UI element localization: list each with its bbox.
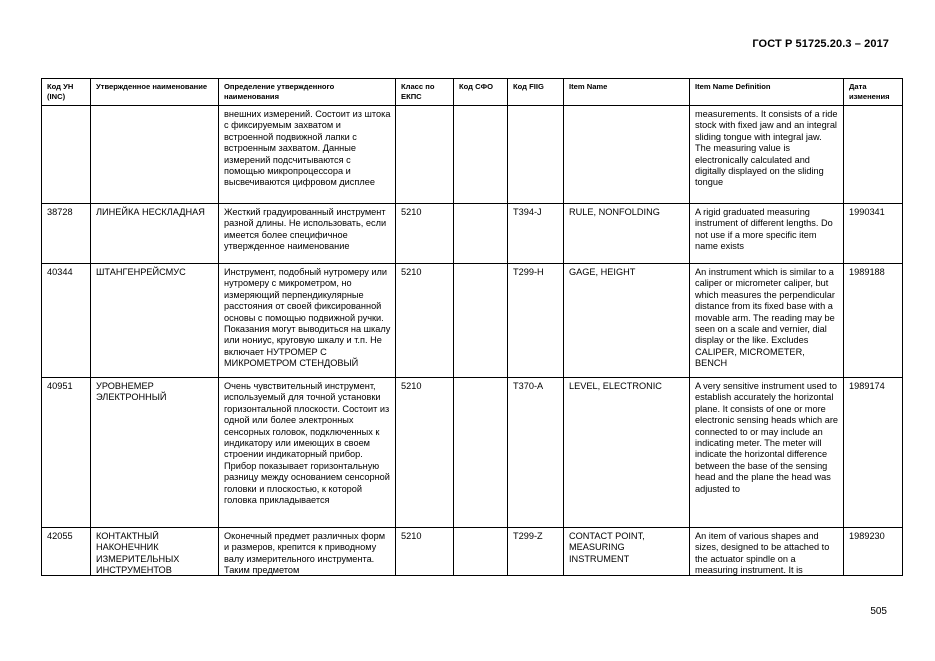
cell-name-ru bbox=[91, 106, 219, 204]
column-header-sfo: Код СФО bbox=[454, 79, 508, 106]
cell-text: 1989230 bbox=[849, 531, 885, 541]
cell-fiig bbox=[508, 528, 564, 576]
cell-ekps: 5210 bbox=[396, 204, 454, 264]
cell-fiig: T370-A bbox=[508, 378, 564, 528]
cell-sfo bbox=[454, 378, 508, 528]
table-row bbox=[42, 106, 903, 204]
catalog-table bbox=[41, 78, 903, 576]
cell-text: An item of various shapes and sizes, designed to be attached to the actuator spindle on a measuring instrument. It is bbox=[695, 531, 830, 575]
cell-date: 1990341 bbox=[844, 204, 903, 264]
cell-sfo bbox=[454, 528, 508, 576]
table-header-row bbox=[42, 79, 903, 106]
table-row bbox=[42, 264, 903, 378]
cell-ekps: 5210 bbox=[396, 264, 454, 378]
cell-definition-ru: Очень чувствительный инструмент, используемый для точной установки горизонтальной плоскости. Состоит из одной или более электронных сенсорных головок, подключенных к индикатору или имеющих в своем строении индикаторный прибор. Прибор показывает горизонтальную разницу между основанием сенсорной головки и плоскостью, к которой головка прикладывается bbox=[219, 378, 396, 528]
cell-definition-ru bbox=[219, 528, 396, 576]
cell-sfo bbox=[454, 106, 508, 204]
cell-definition-en: A very sensitive instrument used to establish accurately the horizontal plane. It consists of one or more electronic sensing heads which are connected to or may include an indicating meter. The meter will indicate the horizontal difference between the base of the sensing head and the plane the head was adjusted to bbox=[690, 378, 844, 528]
cell-item-name: LEVEL, ELECTRONIC bbox=[564, 378, 690, 528]
column-header-fiig: Код FIIG bbox=[508, 79, 564, 106]
cell-sfo bbox=[454, 204, 508, 264]
cell-inc bbox=[42, 528, 91, 576]
column-header-item-name: Item Name bbox=[564, 79, 690, 106]
column-header-ekps: Класс по ЕКПС bbox=[396, 79, 454, 106]
table-row bbox=[42, 204, 903, 264]
cell-sfo bbox=[454, 264, 508, 378]
cell-text: CONTACT POINT, MEASURING INSTRUMENT bbox=[569, 531, 645, 564]
cell-text: 5210 bbox=[401, 531, 422, 541]
cell-item-name bbox=[564, 528, 690, 576]
cell-date: 1989188 bbox=[844, 264, 903, 378]
cell-fiig bbox=[508, 106, 564, 204]
table-row bbox=[42, 378, 903, 528]
page-number: 505 bbox=[870, 606, 887, 617]
cell-text: Оконечный предмет различных форм и размеров, крепится к приводному валу измерительного инструмента. Таким предметом bbox=[224, 531, 386, 575]
cell-name-ru bbox=[91, 528, 219, 576]
cell-name-ru: ЛИНЕЙКА НЕСКЛАДНАЯ bbox=[91, 204, 219, 264]
cell-definition-en: measurements. It consists of a ride stock with fixed jaw and an integral sliding tongue with integral jaw. The measuring value is electronically calculated and digitally displayed on the sliding tongue bbox=[690, 106, 844, 204]
cell-date bbox=[844, 528, 903, 576]
document-code: ГОСТ Р 51725.20.3 – 2017 bbox=[752, 38, 889, 50]
cell-ekps bbox=[396, 528, 454, 576]
cell-date bbox=[844, 106, 903, 204]
cell-inc bbox=[42, 106, 91, 204]
cell-inc: 40951 bbox=[42, 378, 91, 528]
cell-definition-en: A rigid graduated measuring instrument of different lengths. Do not use if a more specific item name exists bbox=[690, 204, 844, 264]
cell-definition-ru: внешних измерений. Состоит из штока с фиксируемым захватом и встроенной подвижной лапки с встроенным захватом. Данные измерений подсчитываются с помощью микропроцессора и высвечиваются цифровом дисплее bbox=[219, 106, 396, 204]
cell-date: 1989174 bbox=[844, 378, 903, 528]
column-header-definition-en: Item Name Definition bbox=[690, 79, 844, 106]
cell-item-name: RULE, NONFOLDING bbox=[564, 204, 690, 264]
cell-name-ru: ШТАНГЕНРЕЙСМУС bbox=[91, 264, 219, 378]
cell-fiig: T394-J bbox=[508, 204, 564, 264]
cell-definition-ru: Жесткий градуированный инструмент разной длины. Не использовать, если имеется более специфичное утвержденное наименование bbox=[219, 204, 396, 264]
column-header-name-ru: Утвержденное наименование bbox=[91, 79, 219, 106]
cell-definition-ru: Инструмент, подобный нутромеру или нутромеру с микрометром, но измеряющий перпендикулярные расстояния от своей фиксированной основы с помощью подвижной ручки. Показания могут выводиться на шкалу или нониус, круговую шкалу и т.п. Не включает НУТРОМЕР С МИКРОМЕТРОМ СТЕНДОВЫЙ bbox=[219, 264, 396, 378]
cell-name-ru: УРОВНЕМЕР ЭЛЕКТРОННЫЙ bbox=[91, 378, 219, 528]
cell-text: 42055 bbox=[47, 531, 73, 541]
cell-text: T299-Z bbox=[513, 531, 543, 541]
cell-inc: 38728 bbox=[42, 204, 91, 264]
column-header-date: Дата изменения bbox=[844, 79, 903, 106]
cell-definition-en bbox=[690, 528, 844, 576]
cell-item-name: GAGE, HEIGHT bbox=[564, 264, 690, 378]
cell-inc: 40344 bbox=[42, 264, 91, 378]
cell-item-name bbox=[564, 106, 690, 204]
column-header-definition-ru: Определение утвержденного наименования bbox=[219, 79, 396, 106]
cell-ekps: 5210 bbox=[396, 378, 454, 528]
table-row bbox=[42, 528, 903, 576]
column-header-inc: Код УН (INC) bbox=[42, 79, 91, 106]
cell-fiig: T299-H bbox=[508, 264, 564, 378]
cell-ekps bbox=[396, 106, 454, 204]
cell-definition-en: An instrument which is similar to a caliper or micrometer caliper, but which measures the perpendicular distance from its fixed base with a movable arm. The reading may be seen on a scale and vernier, dial display or the like. Excludes CALIPER, MICROMETER, BENCH bbox=[690, 264, 844, 378]
cell-text: КОНТАКТНЫЙ НАКОНЕЧНИК ИЗМЕРИТЕЛЬНЫХ ИНСТРУМЕНТОВ bbox=[96, 531, 180, 575]
